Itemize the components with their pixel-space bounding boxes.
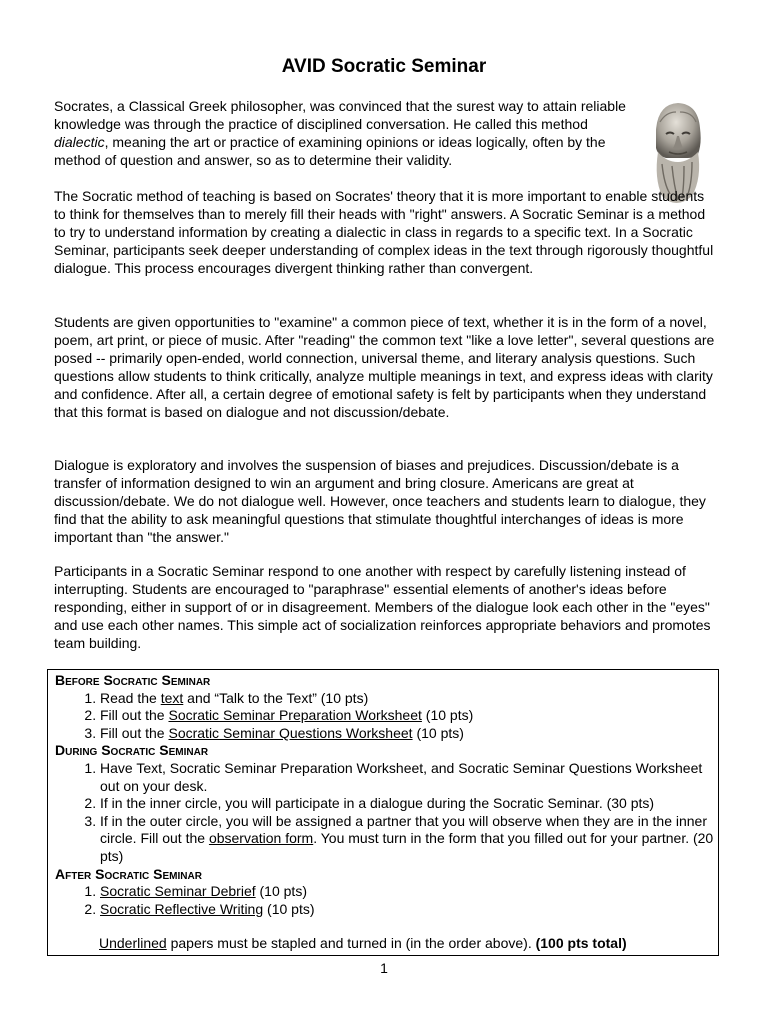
before-seminar-list xyxy=(55,690,718,743)
seminar-debrief-link[interactable]: Socratic Seminar Debrief xyxy=(100,883,256,900)
paragraph-participants: Participants in a Socratic Seminar respond to one another with respect by carefully listening instead of interrupting. Students are encouraged to "paraphrase" essential elements of another's ideas before responding, either in support of or in disagreement. Members of the dialogue look each other in the "eyes" and use each other names. This simple act of socialization reinforces appropriate behaviors and promotes team building. xyxy=(54,563,711,651)
paragraph-dialogue: Dialogue is exploratory and involves the suspension of biases and prejudices. Discussion/debate is a transfer of information designed to win an argument and bring closure. Americans are great at discussion/debate. We do not dialogue well. However, once teachers and students learn to dialogue, they find that the ability to ask meaningful questions that stimulate thoughtful interchanges of ideas is more important than "the answer." xyxy=(54,457,706,545)
preparation-worksheet-link[interactable]: Socratic Seminar Preparation Worksheet xyxy=(168,707,422,724)
submission-note: Underlined papers must be stapled and turned in (in the order above). (100 pts total) xyxy=(99,935,627,952)
intro-paragraph xyxy=(54,97,629,169)
paragraph-socratic-method: The Socratic method of teaching is based on Socrates' theory that it is more important to enable students to think for themselves than to merely fill their heads with "right" answers. A Socratic Seminar is a method to try to understand information by creating a dialectic in class in regards to a specific text. In a Socratic Seminar, participants seek deeper understanding of complex ideas in the text through rigorously thoughtful dialogue. This process encourages divergent thinking rather than convergent. xyxy=(54,188,714,276)
during-seminar-list xyxy=(55,760,718,866)
observation-form-link[interactable]: observation form xyxy=(208,830,314,847)
list-item: 1. Read the text and “Talk to the Text” (10 pts) xyxy=(100,690,718,708)
list-item: 3. If in the outer circle, you will be assigned a partner that you will observe when they are in the inner circle. Fill out the observation form. You must turn in the form that you filled out for your partner. (20 pts) xyxy=(100,813,718,866)
after-seminar-heading: After Socratic Seminar xyxy=(55,865,202,882)
intro-text-end: , meaning the art or practice of examining opinions or ideas logically, often by the method of question and answer, so as to determine their validity. xyxy=(54,134,606,168)
before-seminar-heading: Before Socratic Seminar xyxy=(55,672,211,688)
reflective-writing-link[interactable]: Socratic Reflective Writing xyxy=(100,900,264,917)
dialectic-term: dialectic xyxy=(54,134,105,150)
during-seminar-heading: During Socratic Seminar xyxy=(55,742,209,759)
list-item: 2. If in the inner circle, you will participate in a dialogue during the Socratic Seminar. (30 pts) xyxy=(100,795,718,813)
intro-text-start: Socrates, a Classical Greek philosopher, was convinced that the surest way to attain reliable knowledge was through the practice of disciplined conversation. He called this method xyxy=(54,98,626,132)
after-seminar-list xyxy=(55,883,718,918)
paragraph-examine-text: Students are given opportunities to "examine" a common piece of text, whether it is in the form of a novel, poem, art print, or piece of music. After "reading" the common text "like a love letter", several questions are posed -- primarily open-ended, world connection, universal theme, and literary analysis questions. Such questions allow students to think critically, analyze multiple meanings in text, and express ideas with clarity and confidence. After all, a certain degree of emotional safety is felt by participants when they understand that this format is based on dialogue and not discussion/debate. xyxy=(54,314,715,420)
list-item: 2. Fill out the Socratic Seminar Preparation Worksheet (10 pts) xyxy=(100,707,718,725)
questions-worksheet-link[interactable]: Socratic Seminar Questions Worksheet xyxy=(168,724,413,741)
page-number: 1 xyxy=(380,960,388,976)
list-item: 3. Fill out the Socratic Seminar Questions Worksheet (10 pts) xyxy=(100,725,718,743)
seminar-checklist-box xyxy=(47,669,719,956)
list-item: 1. Have Text, Socratic Seminar Preparation Worksheet, and Socratic Seminar Questions Worksheet out on your desk. xyxy=(100,760,718,795)
points-total: (100 pts total) xyxy=(535,935,627,952)
text-link[interactable]: text xyxy=(160,689,184,706)
underlined-word: Underlined xyxy=(99,935,167,952)
list-item: 2. Socratic Reflective Writing (10 pts) xyxy=(100,901,718,919)
page-title: AVID Socratic Seminar xyxy=(281,56,487,77)
list-item: 1. Socratic Seminar Debrief (10 pts) xyxy=(100,883,718,901)
